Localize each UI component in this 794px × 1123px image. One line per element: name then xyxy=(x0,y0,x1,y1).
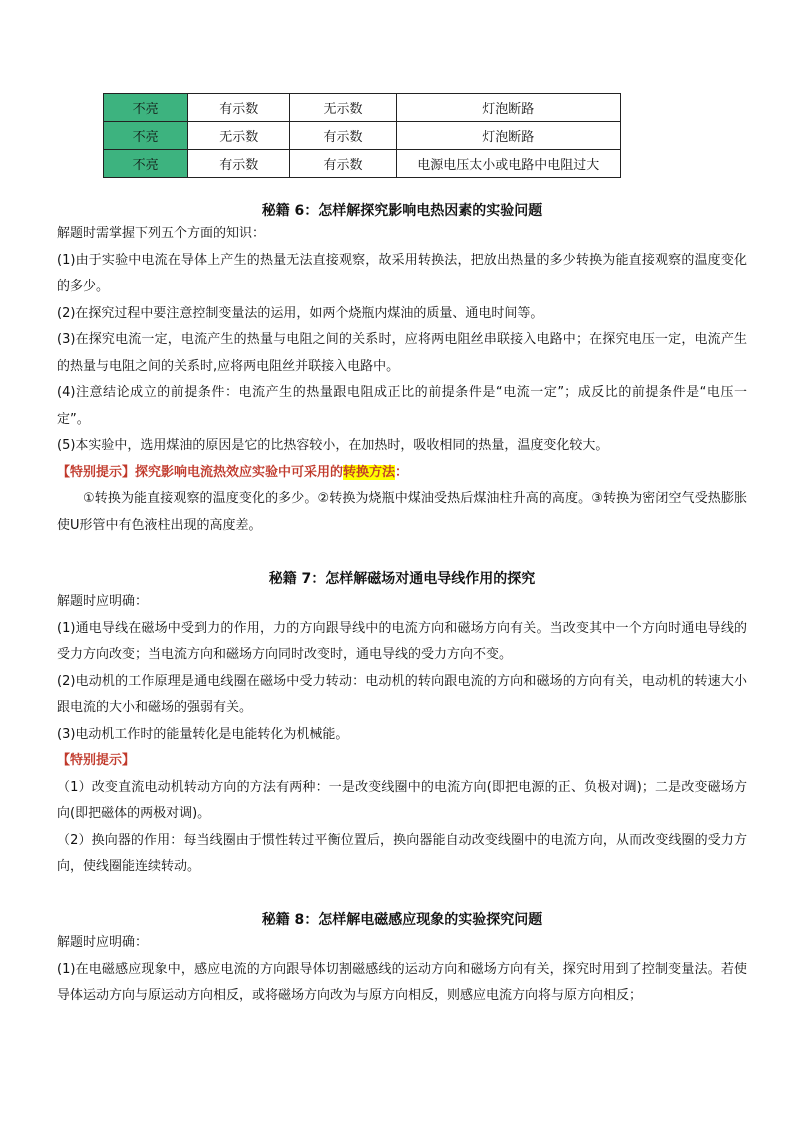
table-cell: 不亮 xyxy=(104,94,188,122)
paragraph: (1)通电导线在磁场中受到力的作用，力的方向跟导线中的电流方向和磁场方向有关。当改变其中一个方向时通电导线的受力方向改变；当电流方向和磁场方向同时改变时，通电导线的受力方向不变。 xyxy=(57,620,747,662)
paragraph: (2)在探究过程中要注意控制变量法的运用，如两个烧瓶内煤油的质量、通电时间等。 xyxy=(57,305,544,321)
section-title: 秘籍 8：怎样解电磁感应现象的实验探究问题 xyxy=(261,912,543,928)
table-cell: 不亮 xyxy=(104,150,188,178)
tip-label: 【特别提示】 xyxy=(57,464,136,480)
table-row xyxy=(104,150,621,178)
table-cell: 无示数 xyxy=(290,94,396,122)
tip-colon: ： xyxy=(395,464,409,480)
section-intro: 解题时应明确： xyxy=(57,935,149,950)
table-cell: 灯泡断路 xyxy=(396,94,620,122)
paragraph: (1)在电磁感应现象中，感应电流的方向跟导体切割磁感线的运动方向和磁场方向有关，探究时用到了控制变量法。若使导体运动方向与原运动方向相反，或将磁场方向改为与原方向相反，则感应电流方向将与原方向相反； xyxy=(57,961,747,1003)
special-tip xyxy=(57,460,747,487)
paragraph: (2)电动机的工作原理是通电线圈在磁场中受力转动：电动机的转向跟电流的方向和磁场的方向有关，电动机的转速大小跟电流的大小和磁场的强弱有关。 xyxy=(57,673,747,715)
tip-highlight: 转换方法 xyxy=(343,464,396,480)
section-intro: 解题时应明确： xyxy=(57,594,149,609)
table-cell: 不亮 xyxy=(104,122,188,150)
section-6 xyxy=(57,201,747,539)
table-cell: 有示数 xyxy=(188,94,290,122)
table-row xyxy=(104,122,621,150)
tip-text: 探究影响电流热效应实验中可采用的 xyxy=(135,464,344,480)
table-cell: 有示数 xyxy=(188,150,290,178)
paragraph: (3)电动机工作时的能量转化是电能转化为机械能。 xyxy=(57,726,349,742)
table-cell: 无示数 xyxy=(188,122,290,150)
section-intro: 解题时需掌握下列五个方面的知识： xyxy=(57,226,266,241)
tip-label: 【特别提示】 xyxy=(57,753,136,768)
tip-detail: ①转换为能直接观察的温度变化的多少。②转换为烧瓶中煤油受热后煤油柱升高的高度。③转换为密闭空气受热膨胀使U形管中有色液柱出现的高度差。 xyxy=(57,491,747,533)
table-cell: 有示数 xyxy=(290,122,396,150)
table-cell: 灯泡断路 xyxy=(396,122,620,150)
paragraph: (4)注意结论成立的前提条件：电流产生的热量跟电阻成正比的前提条件是“电流一定”；成反比的前提条件是“电压一定”。 xyxy=(57,385,747,427)
section-7 xyxy=(57,569,747,881)
paragraph: (1)由于实验中电流在导体上产生的热量无法直接观察，故采用转换法，把放出热量的多少转换为能直接观察的温度变化的多少。 xyxy=(57,252,747,294)
paragraph: (3)在探究电流一定，电流产生的热量与电阻之间的关系时，应将两电阻丝串联接入电路中；在探究电压一定，电流产生的热量与电阻之间的关系时,应将两电阻丝并联接入电路中。 xyxy=(57,332,747,374)
table-cell: 有示数 xyxy=(290,150,396,178)
fault-table xyxy=(103,93,621,178)
tip-item: （2）换向器的作用：每当线圈由于惯性转过平衡位置后，换向器能自动改变线圈中的电流方向，从而改变线圈的受力方向，使线圈能连续转动。 xyxy=(57,832,747,874)
table-row xyxy=(104,94,621,122)
section-title: 秘籍 6：怎样解探究影响电热因素的实验问题 xyxy=(261,203,543,219)
paragraph: (5)本实验中，选用煤油的原因是它的比热容较小，在加热时，吸收相同的热量，温度变化较大。 xyxy=(57,438,609,453)
tip-item: （1）改变直流电动机转动方向的方法有两种：一是改变线圈中的电流方向(即把电源的正、负极对调)；二是改变磁场方向(即把磁体的两极对调)。 xyxy=(57,779,747,821)
section-title: 秘籍 7：怎样解磁场对通电导线作用的探究 xyxy=(268,571,536,587)
table-cell: 电源电压太小或电路中电阻过大 xyxy=(396,150,620,178)
section-8 xyxy=(57,910,747,1010)
